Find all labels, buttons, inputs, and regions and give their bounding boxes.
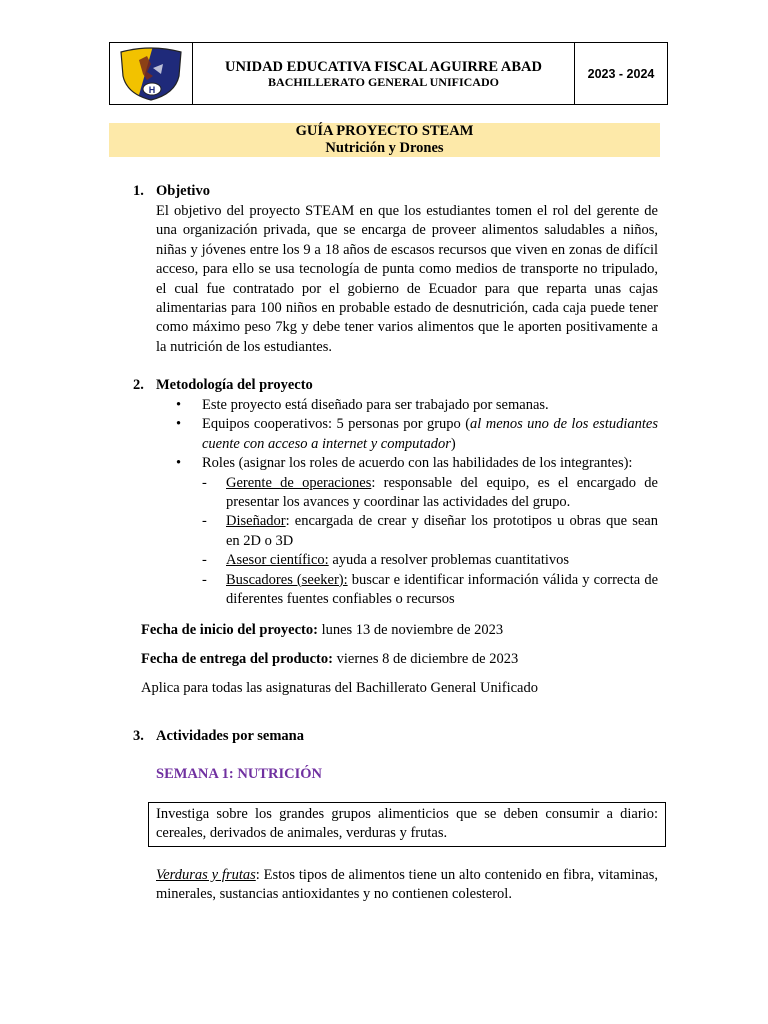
role-name: Gerente de operaciones [226,474,372,491]
methodology-list [156,396,658,609]
applies-note: Aplica para todas las asignaturas del Bachillerato General Unificado [141,680,538,696]
school-subtitle: BACHILLERATO GENERAL UNIFICADO [268,74,499,89]
guide-subtitle: Nutrición y Drones [325,140,444,156]
start-date-label: Fecha de inicio del proyecto: [141,622,318,638]
dash-icon: - [202,552,207,569]
role-item [202,571,658,610]
vegetables-text: : Estos tipos de alimentos tiene un alto contenido en fibra, vitaminas, minerales, sustancias antioxidantes y no contienen colesterol. [156,867,658,903]
section-number: 1. [133,183,144,199]
role-name: Buscadores (seeker): [226,571,348,588]
vegetables-paragraph [156,866,658,905]
school-shield-icon [117,46,185,102]
svg-text:H: H [148,84,156,95]
role-name: Asesor científico: [226,552,329,569]
end-date-line [141,650,518,669]
list-item [156,415,658,454]
header-table [109,42,668,105]
school-cell [193,43,575,104]
guide-title: GUÍA PROYECTO STEAM [295,123,474,139]
section-number: 2. [133,377,144,393]
role-item [202,474,658,513]
list-item [156,396,658,415]
bullet-text-end: ) [450,435,456,452]
section-label: Metodología del proyecto [156,377,313,393]
start-date-line [141,621,503,640]
bullet-text: Equipos cooperativos: 5 personas por grupo ( [202,416,471,433]
start-date-value: lunes 13 de noviembre de 2023 [317,622,504,638]
school-name: UNIDAD EDUCATIVA FISCAL AGUIRRE ABAD [225,58,542,75]
section-label: Objetivo [156,183,210,199]
dash-icon: - [202,571,207,588]
role-item [202,551,658,570]
school-year: 2023 - 2024 [587,66,655,81]
dash-icon: - [202,474,207,491]
end-date-label: Fecha de entrega del producto: [141,651,333,667]
bullet-icon: • [176,416,182,433]
week-1-heading: SEMANA 1: NUTRICIÓN [156,766,322,782]
bullet-text: Roles (asignar los roles de acuerdo con las habilidades de los integrantes): [202,455,633,472]
objective-paragraph: El objetivo del proyecto STEAM en que los estudiantes tomen el rol del gerente de una organización privada, que se encarga de proveer alimentos saludables a niños, niñas y jóvenes entre los 9 a 18 años de escasos recursos que viven en zonas de difícil acceso, para ello se usa tecnología de punta como medios de transporte no tripulado, el cual fue contratado por el gobierno de Ecuador para que reparta unas cajas alimentarias para 100 niños en probable estado de desnutrición, cada caja puede tener como máximo peso 7kg y debe tener varios alimentos que le aporten positivamente a la nutrición de los estudiantes. [156,203,658,355]
list-item [156,454,658,609]
role-item [202,512,658,551]
role-desc: ayuda a resolver problemas cuantitativos [328,552,570,569]
bullet-text: Este proyecto está diseñado para ser trabajado por semanas. [202,397,549,413]
bullet-icon: • [176,455,182,472]
roles-list [202,474,658,610]
role-desc: : responsable del equipo, es el encargado de presentar los avances y coordinar las actividades del grupo. [226,474,658,511]
bullet-icon: • [176,397,182,413]
title-band [109,123,660,157]
role-desc: : encargada de crear y diseñar los prototipos u obras que sean en 2D o 3D [226,513,658,549]
logo-cell [110,43,193,104]
bullet-italic-note: al menos uno de los estudiantes cuente con acceso a internet y computador [202,416,658,452]
dash-icon: - [202,513,207,530]
vegetables-label: Verduras y frutas [156,867,256,883]
role-name: Diseñador [226,513,286,530]
activity-box: Investiga sobre los grandes grupos alimenticios que se deben consumir a diario: cereales, derivados de animales, verduras y frutas. [148,802,666,847]
section-label: Actividades por semana [156,728,304,744]
end-date-value: viernes 8 de diciembre de 2023 [332,651,519,667]
role-desc: buscar e identificar información válida y correcta de diferentes fuentes confiables o recursos [226,571,659,608]
section-number: 3. [133,728,144,744]
